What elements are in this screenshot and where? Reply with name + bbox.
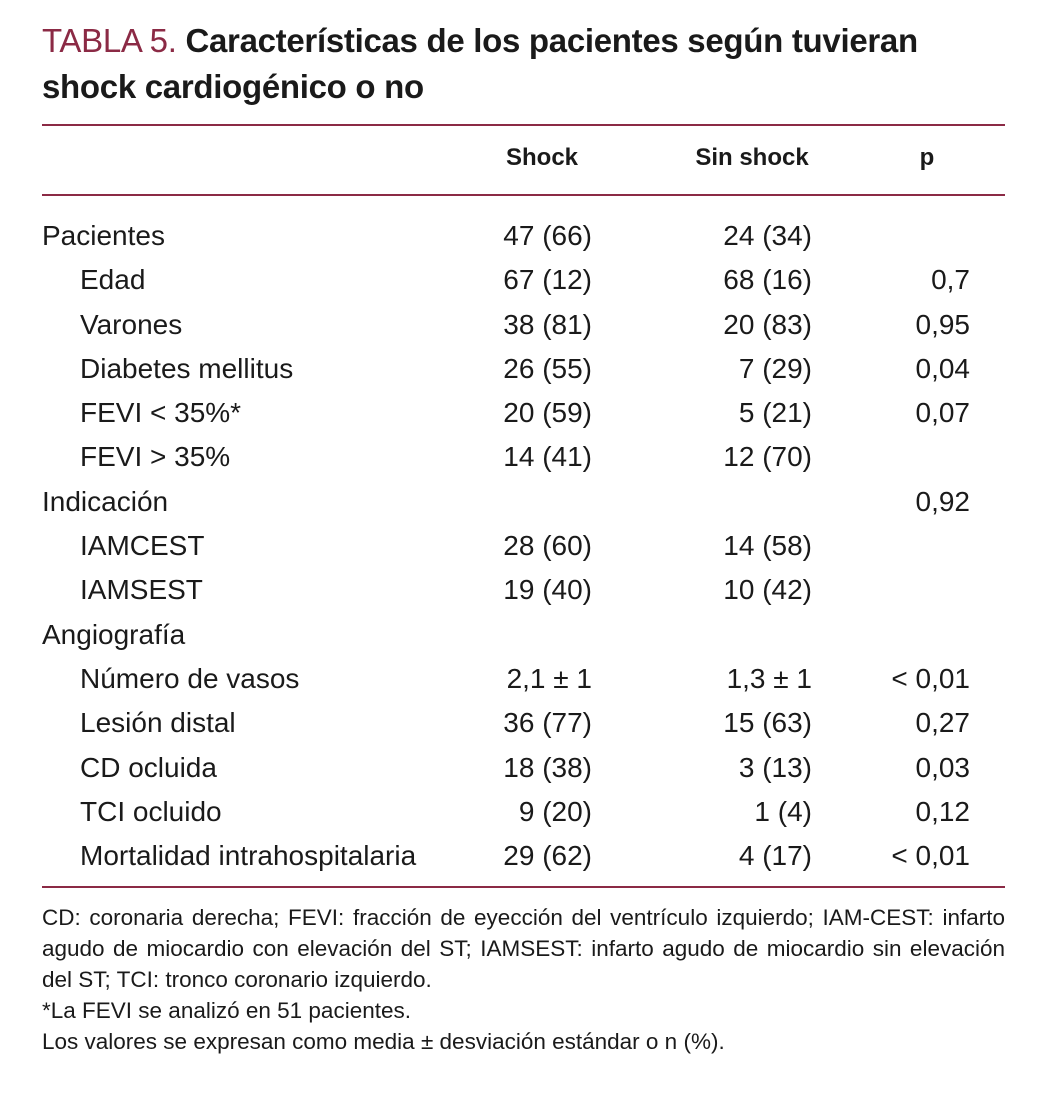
row-label: Mortalidad intrahospitalaria (80, 840, 417, 872)
cell-p: 0,07 (915, 397, 970, 429)
row-label: CD ocluida (80, 751, 217, 783)
top-rule (42, 124, 1005, 126)
cell-sin-shock: 5 (21) (738, 397, 812, 429)
table-row (42, 347, 1005, 391)
table-footnotes (42, 902, 1005, 1057)
cell-p: 0,7 (931, 264, 970, 296)
cell-shock: 47 (66) (503, 220, 592, 251)
table-row (42, 834, 1005, 878)
cell-sin-shock: 1 (4) (754, 795, 812, 827)
table-row (42, 258, 1005, 302)
cell-sin-shock: 3 (13) (738, 751, 812, 783)
cell-sin-shock: 20 (83) (723, 308, 812, 340)
row-label: Lesión distal (80, 707, 236, 739)
cell-shock: 28 (60) (503, 530, 592, 562)
table-row (42, 613, 1005, 657)
row-label: Indicación (42, 485, 169, 517)
cell-shock: 20 (59) (503, 397, 592, 429)
table-row (42, 480, 1005, 524)
table-number: TABLA 5. (42, 22, 177, 59)
cell-shock: 19 (40) (503, 574, 592, 606)
values-note: Los valores se expresan como media ± desviación estándar o n (%). (42, 1029, 725, 1054)
table-title (42, 18, 1005, 110)
row-label: Diabetes mellitus (80, 352, 294, 384)
cell-shock: 18 (38) (503, 751, 592, 783)
cell-sin-shock: 4 (17) (738, 840, 812, 872)
cell-p: 0,04 (915, 352, 970, 384)
row-label: Varones (80, 308, 183, 340)
cell-sin-shock: 68 (16) (723, 264, 812, 296)
row-label: Angiografía (42, 618, 186, 650)
table-body (42, 214, 1005, 878)
cell-shock: 26 (55) (503, 352, 592, 384)
cell-shock: 38 (81) (503, 308, 592, 340)
table-row (42, 214, 1005, 258)
row-label: FEVI > 35% (80, 441, 231, 473)
row-label: Pacientes (42, 220, 165, 251)
cell-sin-shock: 1,3 ± 1 (726, 662, 812, 694)
cell-shock: 29 (62) (503, 840, 592, 872)
cell-sin-shock: 15 (63) (723, 707, 812, 739)
table-row (42, 391, 1005, 435)
row-label: Edad (80, 264, 146, 296)
cell-sin-shock: 14 (58) (723, 530, 812, 562)
header-shock: Shock (505, 144, 579, 171)
cell-sin-shock: 24 (34) (723, 220, 812, 251)
cell-shock: 67 (12) (503, 264, 592, 296)
header-sin-shock: Sin shock (695, 144, 809, 171)
table-row (42, 568, 1005, 612)
cell-shock: 14 (41) (503, 441, 592, 473)
table-row (42, 524, 1005, 568)
table-row (42, 303, 1005, 347)
table-row (42, 435, 1005, 479)
cell-p: 0,27 (915, 707, 970, 739)
cell-sin-shock: 12 (70) (723, 441, 812, 473)
cell-p: 0,95 (915, 308, 970, 340)
table-row (42, 746, 1005, 790)
cell-shock: 36 (77) (503, 707, 592, 739)
table-row (42, 790, 1005, 834)
table-row (42, 701, 1005, 745)
table-title-text: Características de los pacientes según tuvieran shock cardiogénico o no (42, 22, 918, 105)
cell-sin-shock: 10 (42) (723, 574, 812, 606)
cell-p: 0,92 (915, 485, 970, 517)
cell-sin-shock: 7 (29) (738, 352, 812, 384)
abbreviations-note: CD: coronaria derecha; FEVI: fracción de eyección del ventrículo izquierdo; IAM-CEST: infarto agudo de miocardio con elevación del ST; IAMSEST: infarto agudo de miocardio sin elevación del ST; TCI: tronco coronario izquierdo. (42, 905, 1005, 992)
cell-shock: 9 (20) (518, 795, 592, 827)
row-label: FEVI < 35%* (80, 397, 242, 429)
cell-p: 0,03 (915, 751, 970, 783)
table-document (42, 18, 1005, 1054)
header-p: p (919, 144, 935, 171)
row-label: Número de vasos (80, 662, 300, 694)
table-header (42, 144, 1005, 180)
table-row (42, 657, 1005, 701)
cell-shock: 2,1 ± 1 (506, 662, 592, 694)
cell-p: < 0,01 (891, 840, 970, 872)
bottom-rule (42, 886, 1005, 888)
header-rule (42, 194, 1005, 196)
cell-p: < 0,01 (891, 662, 970, 694)
fevi-note: *La FEVI se analizó en 51 pacientes. (42, 998, 411, 1023)
row-label: TCI ocluido (80, 795, 222, 827)
cell-p: 0,12 (915, 795, 970, 827)
row-label: IAMCEST (80, 530, 205, 562)
row-label: IAMSEST (80, 574, 203, 606)
